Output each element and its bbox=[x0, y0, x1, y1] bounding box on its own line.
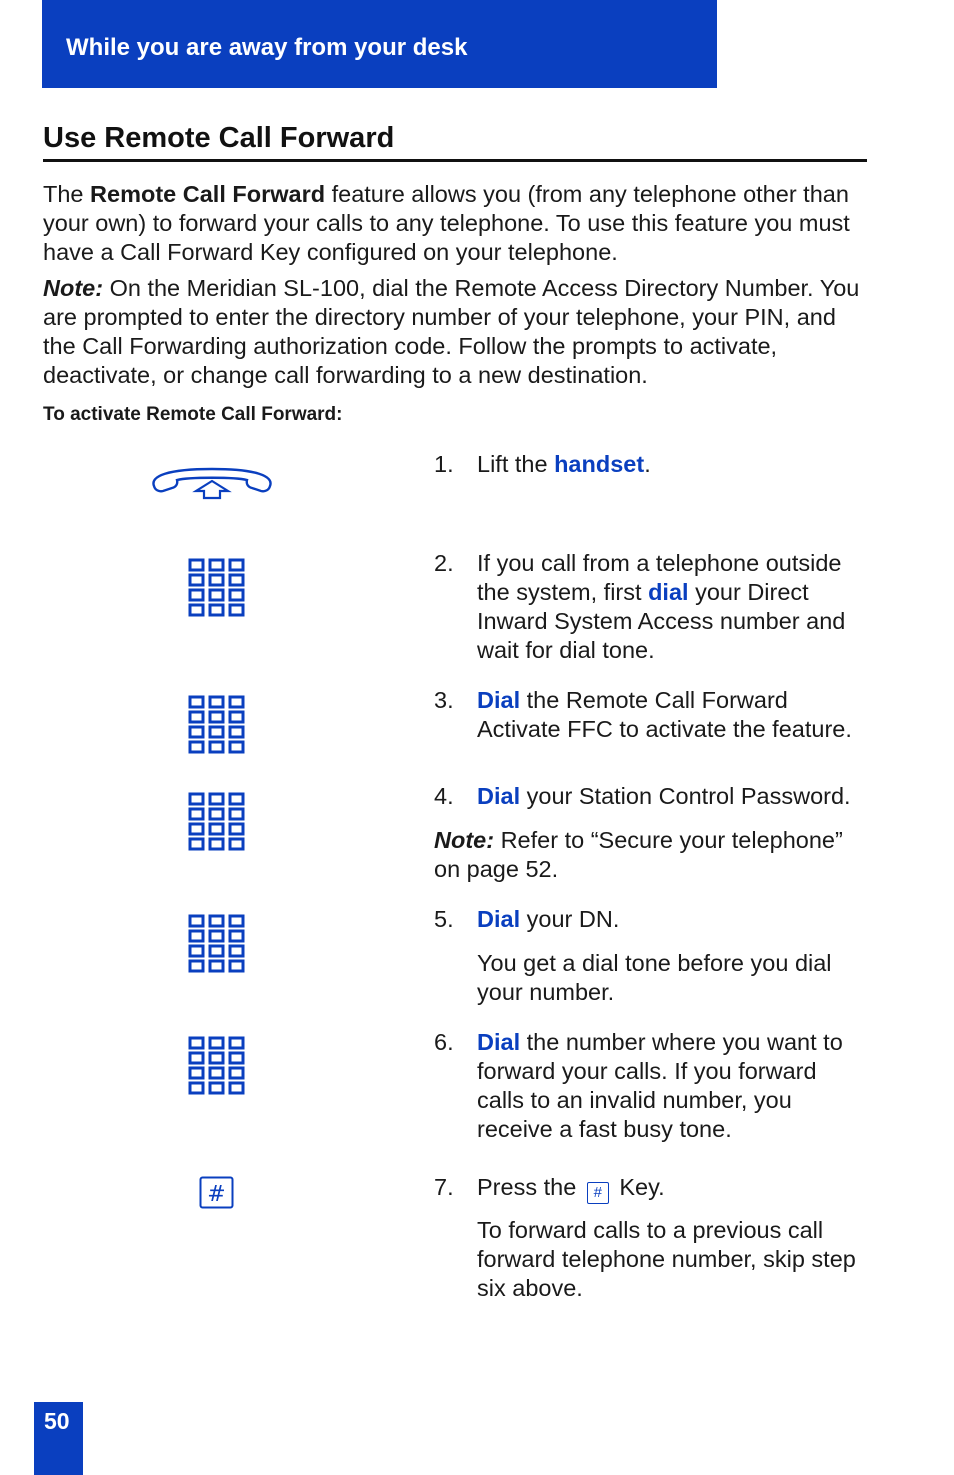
step-text: If you call from a telephone outside the system, first bbox=[477, 550, 842, 605]
step-action: dial bbox=[648, 579, 689, 605]
note-text: On the Meridian SL-100, dial the Remote Access Directory Number. You are prompted to enter the directory number of your telephone, your PIN, and the Call Forwarding authorization code. Follow the prompts to activate, deactivate, or change call forwarding to a new destination. bbox=[43, 275, 860, 388]
step-action: handset bbox=[554, 451, 645, 477]
step-7-detail: To forward calls to a previous call forward telephone number, skip step six above. bbox=[477, 1217, 856, 1301]
dialpad-icon bbox=[188, 695, 246, 755]
note-label: Note: bbox=[43, 275, 104, 301]
intro-feature-name: Remote Call Forward bbox=[90, 181, 326, 207]
step-number: 2. bbox=[434, 550, 454, 576]
step-1 bbox=[434, 450, 866, 479]
step-text: your Direct Inward System Access number and wait for dial tone. bbox=[477, 579, 846, 663]
step-text: your Station Control Password. bbox=[520, 783, 851, 809]
header-bar bbox=[42, 0, 717, 88]
step-number: 6. bbox=[434, 1029, 454, 1055]
header-title: While you are away from your desk bbox=[66, 34, 468, 61]
dialpad-icon bbox=[188, 1036, 246, 1096]
dialpad-icon bbox=[188, 792, 246, 852]
section-divider bbox=[43, 159, 867, 162]
procedure-heading: To activate Remote Call Forward: bbox=[43, 404, 343, 425]
step-6 bbox=[434, 1028, 866, 1144]
step-text: the Remote Call Forward Activate FFC to activate the feature. bbox=[477, 687, 852, 742]
step-text: the number where you want to forward your calls. If you forward calls to an invalid number, you receive a fast busy tone. bbox=[477, 1029, 843, 1142]
step-text: . bbox=[644, 451, 651, 477]
step-5-detail: You get a dial tone before you dial your number. bbox=[477, 950, 832, 1005]
step-action: Dial bbox=[477, 906, 521, 932]
step-text: your DN. bbox=[520, 906, 620, 932]
intro-paragraph bbox=[43, 180, 873, 267]
note-label: Note: bbox=[434, 827, 495, 853]
step-text: Key. bbox=[612, 1174, 665, 1200]
step-4 bbox=[434, 782, 866, 811]
dialpad-icon bbox=[188, 558, 246, 618]
intro-before: The bbox=[43, 181, 91, 207]
hash-key-label: # bbox=[207, 1182, 226, 1207]
step-number: 7. bbox=[434, 1174, 454, 1200]
step-action: Dial bbox=[477, 1029, 521, 1055]
handset-icon bbox=[148, 464, 276, 502]
dialpad-icon bbox=[188, 914, 246, 974]
note-text: Refer to “Secure your telephone” on page 52. bbox=[434, 827, 843, 882]
step-number: 5. bbox=[434, 906, 454, 932]
step-text: Press the bbox=[477, 1174, 583, 1200]
page-number-tab bbox=[34, 1402, 83, 1475]
hash-key-icon bbox=[199, 1176, 235, 1210]
step-action: Dial bbox=[477, 783, 521, 809]
intro-after: feature allows you (from any telephone other than your own) to forward your calls to any telephone. To use this feature you must have a Call Forward Key configured on your telephone. bbox=[43, 181, 850, 265]
section-title: Use Remote Call Forward bbox=[43, 122, 395, 154]
step-3 bbox=[434, 686, 866, 744]
step-number: 1. bbox=[434, 451, 454, 477]
note-paragraph bbox=[43, 274, 873, 390]
hash-key-inline-icon: # bbox=[587, 1182, 609, 1204]
step-7 bbox=[434, 1173, 866, 1204]
step-number: 4. bbox=[434, 783, 454, 809]
step-action: Dial bbox=[477, 687, 521, 713]
page-number: 50 bbox=[44, 1408, 70, 1434]
step-4-note bbox=[434, 826, 866, 884]
step-text: Lift the bbox=[477, 451, 555, 477]
step-2 bbox=[434, 549, 866, 665]
step-5 bbox=[434, 905, 866, 934]
step-number: 3. bbox=[434, 687, 454, 713]
